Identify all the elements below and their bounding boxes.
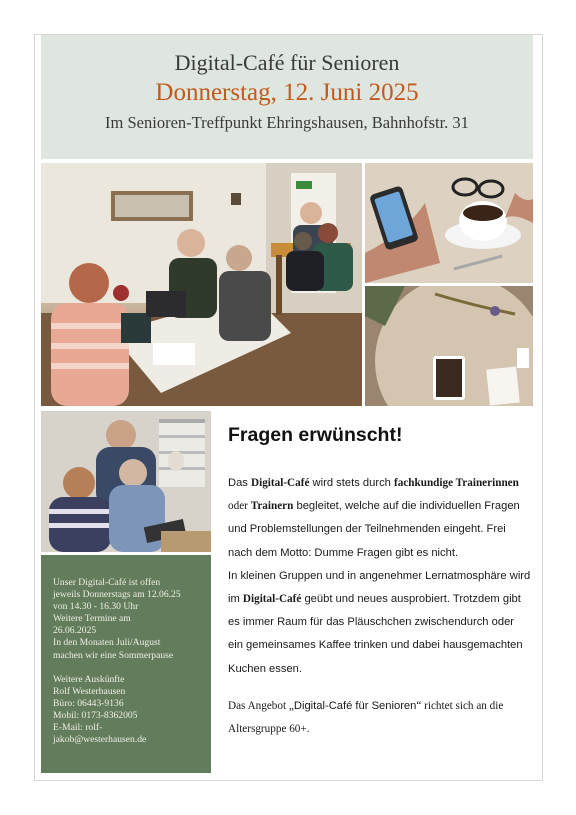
opening-info-line: jeweils Donnerstags am 12.06.25 — [53, 589, 181, 601]
contact-email: E-Mail: rolf- — [53, 722, 103, 734]
body-line: Kuchen essen. — [228, 662, 303, 675]
section-heading: Fragen erwünscht! — [228, 424, 403, 446]
opening-info-line: machen wir eine Sommerpause — [53, 649, 174, 661]
page-title: Digital-Café für Senioren — [174, 50, 400, 75]
info-sidebar — [41, 555, 211, 773]
body-line: Das Angebot „Digital-Café für Senioren“ richtet sich an die — [228, 699, 504, 712]
contact-mobile: Mobil: 0173-8362005 — [53, 709, 138, 721]
event-location: Im Senioren-Treffpunkt Ehringshausen, Bahnhofstr. 31 — [105, 113, 469, 132]
photo-group-session — [41, 163, 362, 406]
offer-name: Digital-Café für Senioren — [293, 699, 417, 712]
body-line: im Digital-Café geübt und neues ausprobiert. Trotzdem gibt — [228, 593, 521, 606]
body-line: und Problemstellungen der Teilnehmenden eingeht. Frei — [228, 523, 506, 536]
opening-info-line: 26.06.2025 — [53, 625, 97, 637]
contact-heading: Weitere Auskünfte — [53, 673, 125, 685]
event-date: Donnerstag, 12. Juni 2025 — [155, 79, 419, 106]
opening-info-line: Weitere Termine am — [53, 613, 131, 625]
opening-info-line: von 14.30 - 16.30 Uhr — [53, 601, 139, 613]
body-line: Das Digital-Café wird stets durch fachkundige Trainerinnen — [228, 477, 519, 489]
highlight-text: Digital-Café — [242, 593, 302, 606]
photo-table-tablet — [365, 286, 533, 406]
body-line: oder Trainern begleitet, welche auf die individuellen Fragen — [228, 500, 520, 513]
body-line: Altersgruppe 60+. — [228, 723, 310, 736]
contact-office-phone: Büro: 06443-9136 — [53, 697, 124, 709]
photo-phone-coffee — [365, 163, 533, 283]
opening-info-line: In den Monaten Juli/August — [53, 637, 161, 649]
contact-email: jakob@westerhausen.de — [53, 734, 147, 746]
photo-trainer-helping — [41, 411, 211, 552]
body-line: In kleinen Gruppen und in angenehmer Lernatmosphäre wird — [228, 569, 531, 582]
contact-name: Rolf Westerhausen — [53, 685, 126, 697]
highlight-text: Trainern — [250, 500, 294, 513]
header-banner — [41, 35, 533, 159]
body-text — [228, 472, 531, 741]
highlight-text: Digital-Café — [251, 477, 310, 489]
body-line: es immer Raum für das Pläuschchen zwischendurch oder — [228, 616, 515, 629]
body-line: ein gemeinsames Kaffee trinken und dabei hausgemachten — [228, 639, 523, 652]
opening-info-line: Unser Digital-Café ist offen — [53, 577, 161, 588]
body-line: nach dem Motto: Dumme Fragen gibt es nicht. — [228, 546, 459, 559]
highlight-text: fachkundige Trainerinnen — [394, 477, 519, 489]
